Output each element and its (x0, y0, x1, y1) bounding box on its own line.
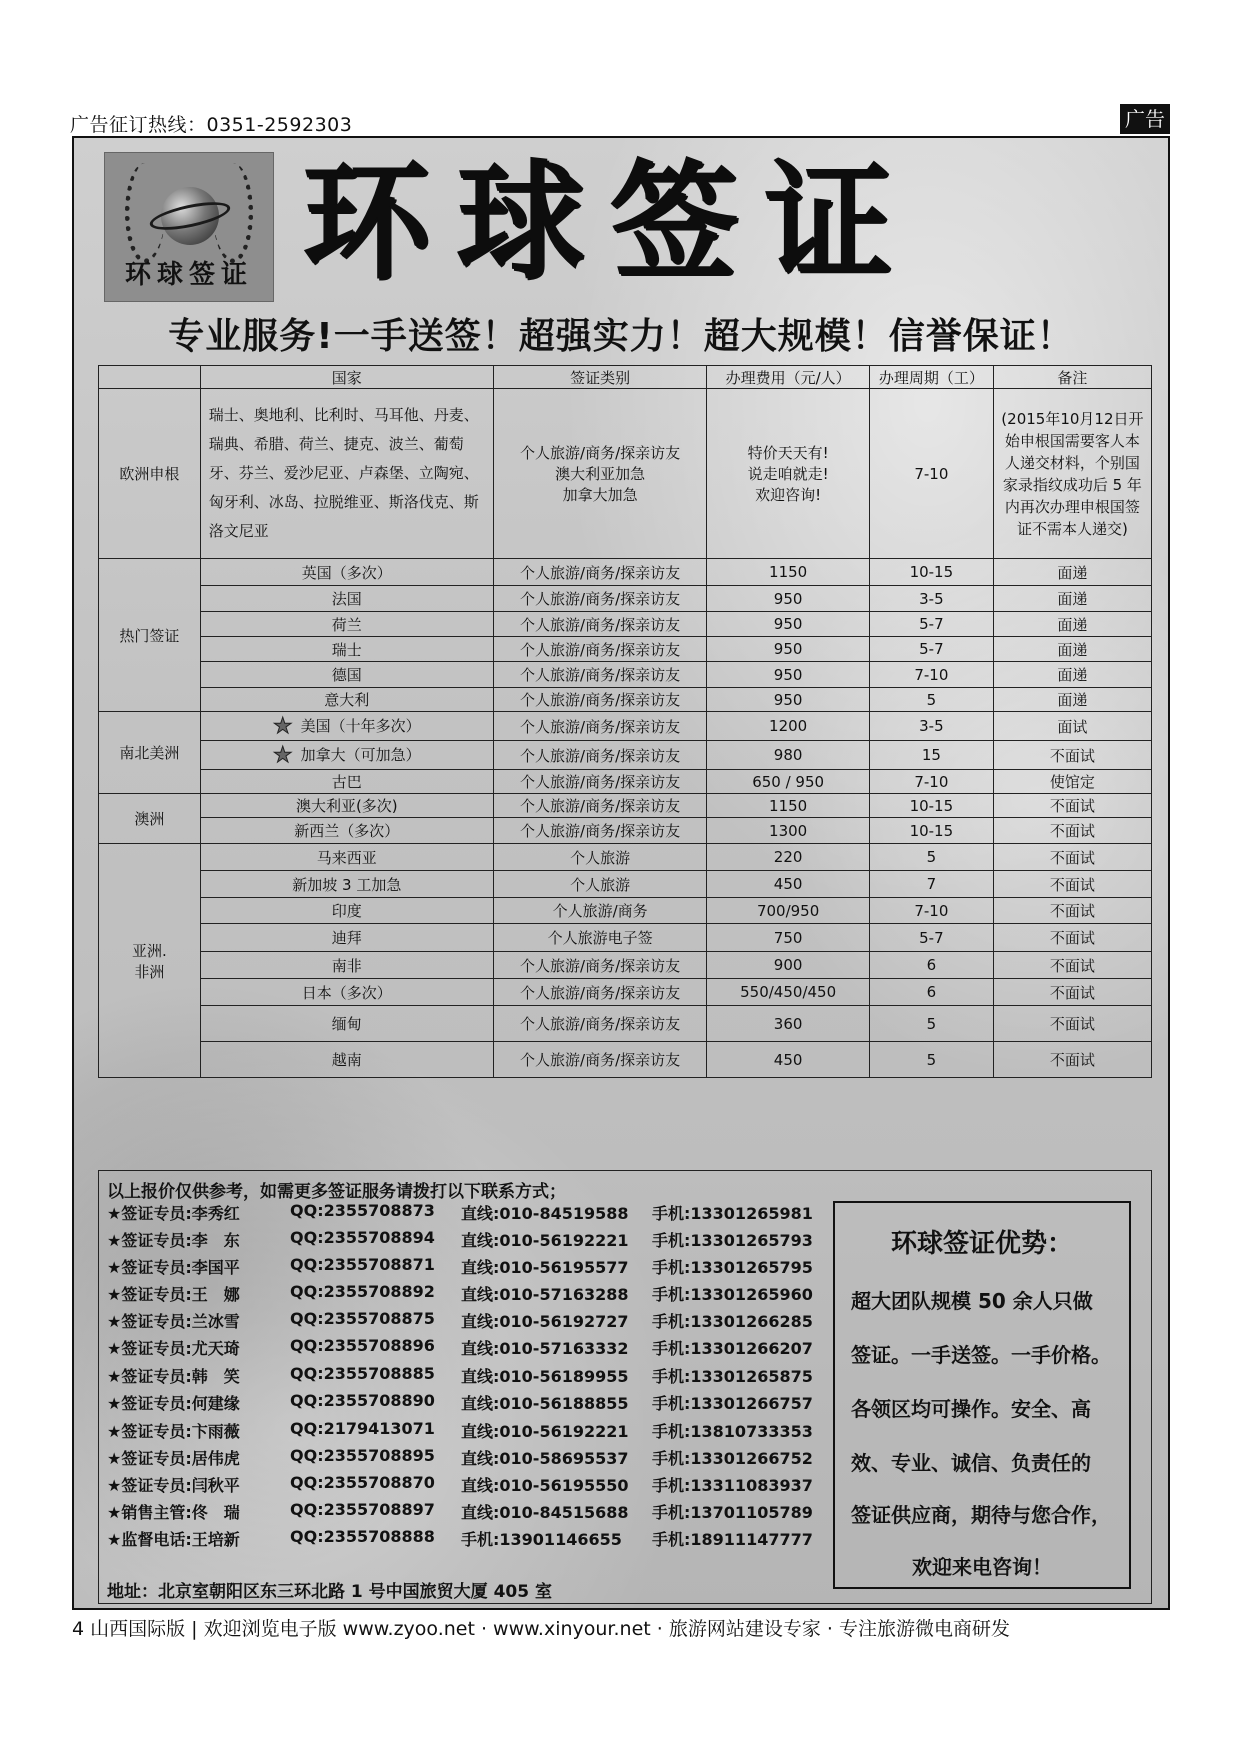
region-cell: 欧洲申根 (99, 389, 201, 559)
table-row: 热门签证 英国（多次） 个人旅游/商务/探亲访友 1150 10-15 面递 (99, 559, 1152, 586)
advertisement-frame (72, 136, 1170, 1610)
table-header-row (99, 366, 1152, 389)
star-icon: ★ (272, 742, 293, 768)
table-row (99, 389, 1152, 559)
logo-text: 环球签证 (124, 260, 253, 290)
table-row: 迪拜 个人旅游电子签 750 5-7 不面试 (99, 924, 1152, 952)
table-row: 荷兰 个人旅游/商务/探亲访友 950 5-7 面递 (99, 612, 1152, 637)
table-row: 德国 个人旅游/商务/探亲访友 950 7-10 面递 (99, 662, 1152, 688)
page-footer: 4 山西国际版 | 欢迎浏览电子版 www.zyoo.net · www.xinyour.net · 旅游网站建设专家 · 专注旅游微电商研发 (72, 1618, 1010, 1640)
advantages-title: 环球签证优势： (890, 1229, 1073, 1259)
region-cell: 亚洲. 非洲 (99, 844, 201, 1078)
header-country: 国家 (200, 366, 493, 389)
table-row: 古巴 个人旅游/商务/探亲访友 650 / 950 7-10 使馆定 (99, 770, 1152, 794)
contacts-intro: 以上报价仅供参考，如需更多签证服务请拨打以下联系方式； (107, 1182, 566, 1202)
table-row: 缅甸 个人旅游/商务/探亲访友 360 5 不面试 (99, 1006, 1152, 1042)
table-row: 新加坡 3 工加急 个人旅游 450 7 不面试 (99, 871, 1152, 898)
schengen-period: 7-10 (869, 389, 993, 559)
advantages-box: 环球签证优势： 超大团队规模 50 余人只做 签证。一手送签。一手价格。 各领区均可操作。安全、高 效、专业、诚信、负责任的 签证供应商，期待与您合作， 欢迎来电咨询！ (833, 1201, 1131, 1589)
table-row: 瑞士 个人旅游/商务/探亲访友 950 5-7 面递 (99, 637, 1152, 662)
table-row: 澳洲 澳大利亚(多次) 个人旅游/商务/探亲访友 1150 10-15 不面试 (99, 794, 1152, 818)
page-title: 环球签证 (302, 148, 919, 297)
table-row: 南北美洲 ★ 美国（十年多次） 个人旅游/商务/探亲访友 1200 3-5 面试 (99, 712, 1152, 741)
header-type: 签证类别 (493, 366, 706, 389)
header-period: 办理周期（工） (869, 366, 993, 389)
table-row: 南非 个人旅游/商务/探亲访友 900 6 不面试 (99, 952, 1152, 979)
table-row: 越南 个人旅游/商务/探亲访友 450 5 不面试 (99, 1042, 1152, 1078)
schengen-note: (2015年10月12日开始申根国需要客人本人递交材料，个别国家录指纹成功后 5 年内再次办理申根国签证不需本人递交) (993, 389, 1151, 559)
table-row: 印度 个人旅游/商务 700/950 7-10 不面试 (99, 898, 1152, 924)
table-row: 日本（多次） 个人旅游/商务/探亲访友 550/450/450 6 不面试 (99, 979, 1152, 1006)
region-cell: 热门签证 (99, 559, 201, 712)
header-fee: 办理费用（元/人） (707, 366, 870, 389)
header-note: 备注 (993, 366, 1151, 389)
slogan: 专业服务!一手送签！超强实力！超大规模！信誉保证！ (168, 316, 1074, 357)
star-icon: ★ (272, 713, 293, 739)
visa-price-table (98, 365, 1152, 1078)
schengen-fees: 特价天天有! 说走咱就走! 欢迎咨询! (707, 389, 870, 559)
table-row: 意大利 个人旅游/商务/探亲访友 950 5 面递 (99, 688, 1152, 712)
brand-logo (104, 152, 274, 302)
ad-hotline: 广告征订热线：0351-2592303 (70, 114, 353, 136)
address: 地址：北京室朝阳区东三环北路 1 号中国旅贸大厦 405 室 (107, 1582, 552, 1602)
region-cell: 澳洲 (99, 794, 201, 844)
region-cell: 南北美洲 (99, 712, 201, 794)
schengen-countries: 瑞士、奥地利、比利时、马耳他、丹麦、瑞典、希腊、荷兰、捷克、波兰、葡萄牙、芬兰、爱沙尼亚、卢森堡、立陶宛、匈牙利、冰岛、拉脱维亚、斯洛伐克、斯洛文尼亚 (200, 389, 493, 559)
contacts-section: 以上报价仅供参考，如需更多签证服务请拨打以下联系方式； ★签证专员:李秀红 QQ:2355708873 直线:010-84519588 手机:13301265981 ★签证专员:李 东 QQ:2355708894 直线:010-56192221 手机:13301265793 ★签证专员:李国平 QQ:2355708871 直线:010-56195577 手机:13301265795 ★签证专员:王 娜 QQ:2355708892 直线:010-57163288 手机:13301265960 ★签证专员:兰冰雪 QQ:2355708875 直线:010-56192727 手机:13301266285 ★签证专员:尤天琦 QQ:2355708896 直线:010-57163332 手机:13301266207 ★签证专员:韩 笑 QQ:2355708885 直线:010-56189955 手机:13301265875 ★签证专员:何建缘 QQ:2355708890 直线:010-56188855 手机:13301266757 ★签证专员:卞雨薇 QQ:2179413071 直线:010-56192221 手机:13810733353 ★签证专员:居伟虎 QQ:2355708895 直线:010-58695537 手机:13301266752 ★签证专员:闫秋平 QQ:2355708870 直线:010-56195550 手机:13311083937 ★销售主管:佟 瑞 QQ:2355708897 直线:010-84515688 手机:13701105789 ★监督电话:王培新 QQ:2355708888 手机:13901146655 手机:18911147777 地址：北京室朝阳区东三环北路 1 号中国旅贸大厦 405 室 环球签证优势： 超大团队规模 50 余人只做 签证。一手送签。一手价格。 各领区均可操作。安全、高 效、专业、诚信、负责任的 签证供应商，期待与您合作， 欢迎来电咨询！ (98, 1170, 1152, 1604)
laurel-left-icon (125, 163, 165, 263)
table-row: 法国 个人旅游/商务/探亲访友 950 3-5 面递 (99, 586, 1152, 612)
table-row: ★ 加拿大（可加急） 个人旅游/商务/探亲访友 980 15 不面试 (99, 741, 1152, 770)
table-row: 亚洲. 非洲 马来西亚 个人旅游 220 5 不面试 (99, 844, 1152, 871)
table-row: 新西兰（多次） 个人旅游/商务/探亲访友 1300 10-15 不面试 (99, 818, 1152, 844)
ad-tag: 广告 (1120, 104, 1170, 134)
schengen-types: 个人旅游/商务/探亲访友 澳大利亚加急 加拿大加急 (493, 389, 706, 559)
